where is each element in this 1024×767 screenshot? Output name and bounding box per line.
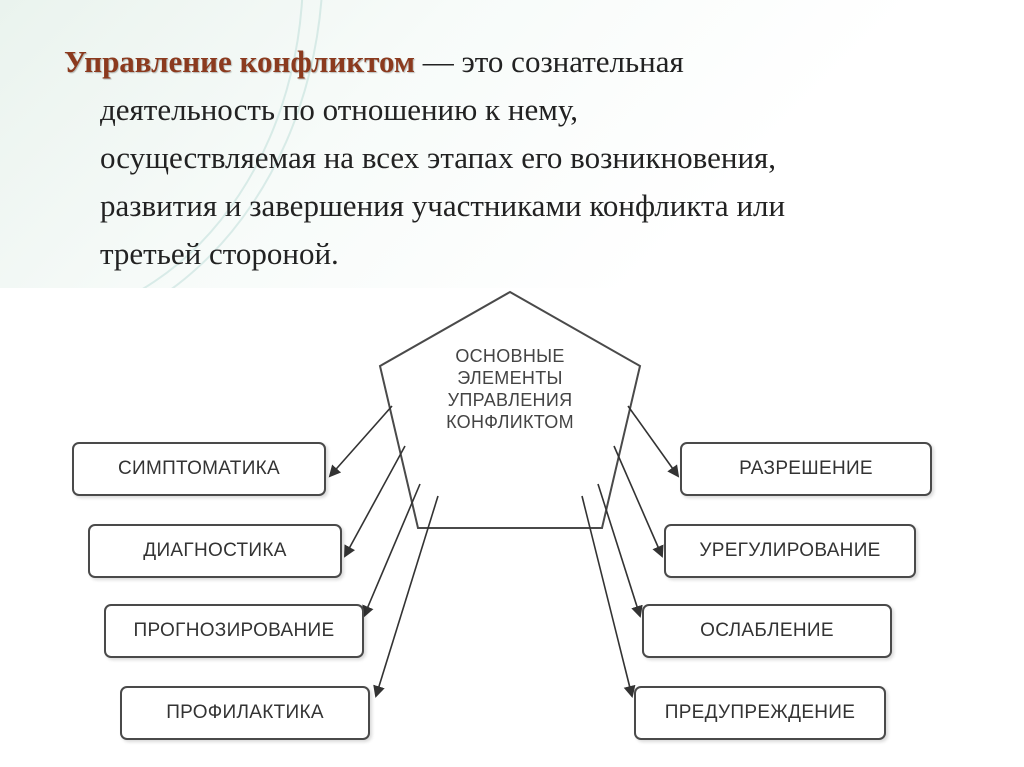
arrow-to-warning [582,496,632,696]
center-label-line: ОСНОВНЫЕ [455,346,565,366]
box-warning: ПРЕДУПРЕЖДЕНИЕ [634,686,886,740]
box-resolution: РАЗРЕШЕНИЕ [680,442,932,496]
box-weakening: ОСЛАБЛЕНИЕ [642,604,892,658]
box-symptoms: СИМПТОМАТИКА [72,442,326,496]
center-label-line: КОНФЛИКТОМ [446,412,574,432]
box-diagnostics: ДИАГНОСТИКА [88,524,342,578]
box-forecasting: ПРОГНОЗИРОВАНИЕ [104,604,364,658]
center-label-line: ЭЛЕМЕНТЫ [457,368,563,388]
definition-line: деятельность по отношению к нему, [100,92,578,127]
definition-term: Управление конфликтом [64,44,415,79]
center-label-line: УПРАВЛЕНИЯ [447,390,573,410]
arrow-to-symptoms [330,406,392,476]
arrow-to-prevention [376,496,438,696]
definition-dash: — это сознательная [414,44,684,79]
definition-line: развития и завершения участниками конфликта или [100,188,786,223]
arrow-to-settlement [614,446,662,556]
definition-text [64,38,994,278]
arrow-to-weakening [598,484,640,616]
arrow-to-forecasting [364,484,420,616]
definition-line: осуществляемая на всех этапах его возникновения, [100,140,777,175]
box-prevention: ПРОФИЛАКТИКА [120,686,370,740]
box-settlement: УРЕГУЛИРОВАНИЕ [664,524,916,578]
diagram [0,288,1024,767]
center-label [390,345,630,433]
arrow-to-resolution [628,406,678,476]
definition-line: третьей стороной. [100,236,339,271]
